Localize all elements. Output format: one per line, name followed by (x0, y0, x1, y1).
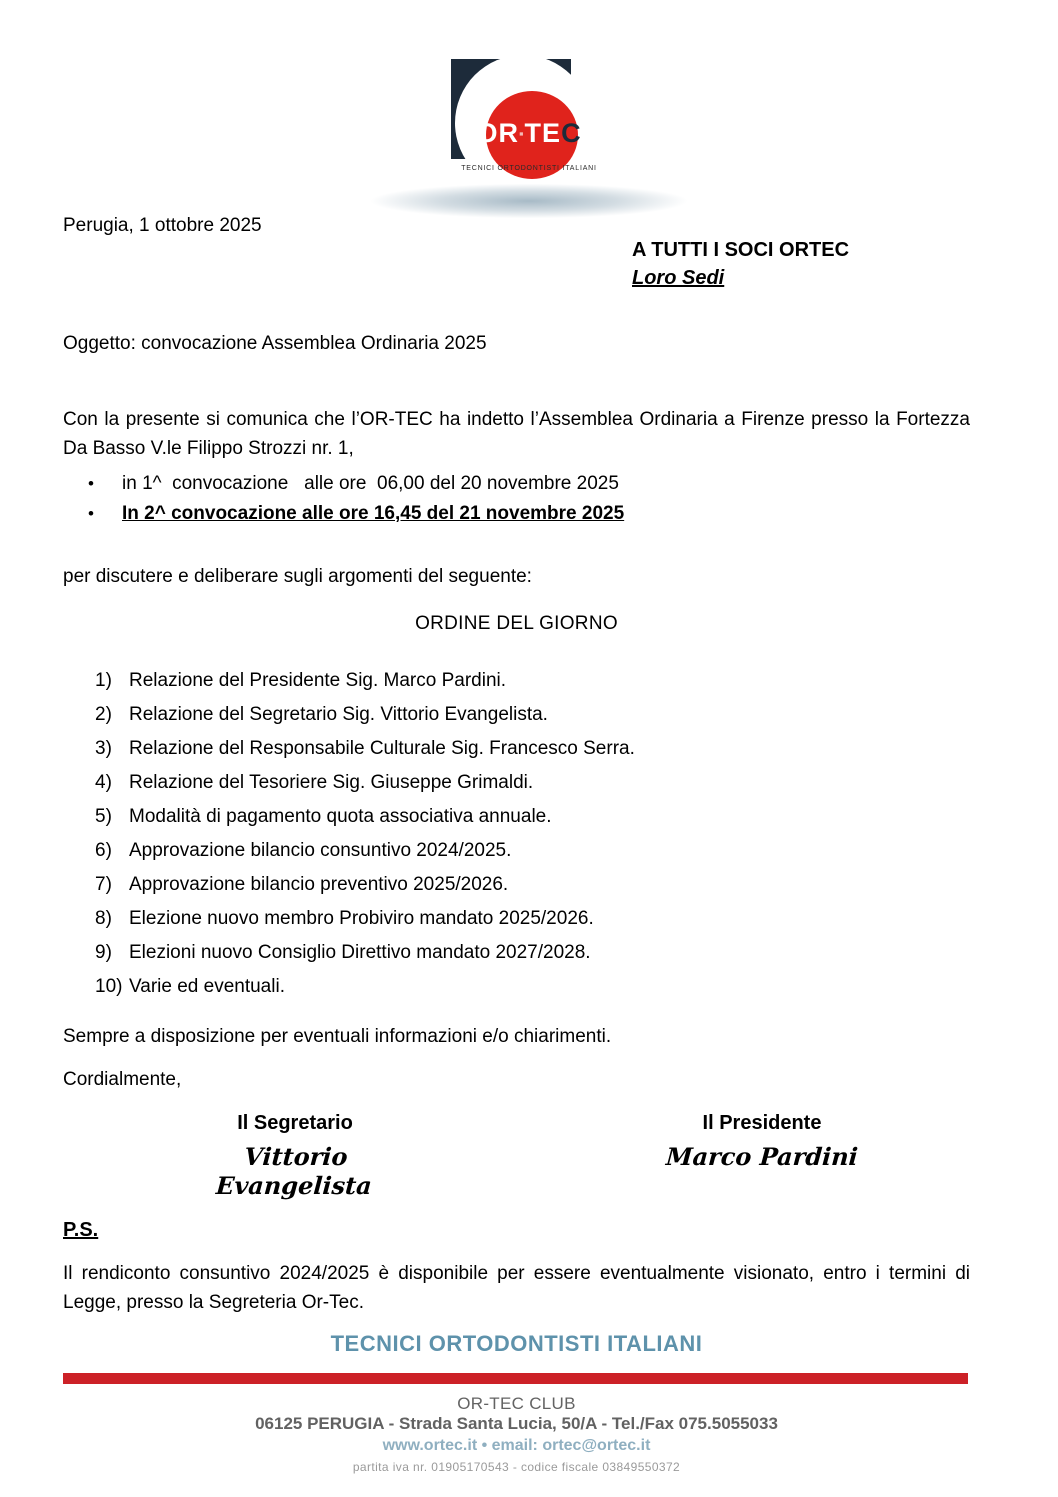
footer-title: TECNICI ORTODONTISTI ITALIANI (330, 1331, 703, 1356)
salutation-line: Cordialmente, (63, 1069, 182, 1090)
logo-wordmark-te: TE (524, 118, 562, 148)
agenda-number: 4) (95, 772, 112, 793)
agenda-list (95, 670, 635, 1010)
bullet-icon: • (88, 504, 94, 523)
agenda-text: Relazione del Presidente Sig. Marco Pardini. (129, 670, 507, 691)
agenda-number: 3) (95, 738, 112, 759)
footer-fiscal-info: partita iva nr. 01905170543 - codice fiscale 03849550372 (352, 1460, 681, 1474)
agenda-item (95, 976, 635, 1010)
agenda-item (95, 908, 635, 942)
agenda-text: Elezioni nuovo Consiglio Direttivo mandato 2027/2028. (129, 942, 591, 963)
ortec-logo (429, 55, 629, 195)
bullet-text-second-call: In 2^ convocazione alle ore 16,45 del 21 novembre 2025 (122, 503, 625, 524)
agenda-item (95, 806, 635, 840)
agenda-number: 9) (95, 942, 112, 963)
agenda-text: Elezione nuovo membro Probiviro mandato 2025/2026. (129, 908, 594, 929)
logo-separator-icon: ▪ (518, 126, 525, 141)
bullet-item-first-call (88, 473, 624, 495)
agenda-number: 10) (95, 976, 123, 997)
agenda-number: 1) (95, 670, 112, 691)
agenda-item (95, 670, 635, 704)
agenda-item (95, 738, 635, 772)
logo-wordmark (429, 118, 629, 149)
footer-address: 06125 PERUGIA - Strada Santa Lucia, 50/A - Tel./Fax 075.5055033 (255, 1414, 778, 1433)
recipient-block (632, 236, 849, 292)
footer-contact-link[interactable]: www.ortec.it • email: ortec@ortec.it (382, 1437, 651, 1454)
agenda-item (95, 942, 635, 976)
date-line: Perugia, 1 ottobre 2025 (63, 215, 262, 236)
footer-org-name: OR-TEC CLUB (457, 1394, 576, 1413)
president-title: Il Presidente (702, 1112, 822, 1134)
secretary-signature: Vittorio Evangelista (215, 1142, 373, 1200)
agenda-text: Relazione del Segretario Sig. Vittorio Evangelista. (129, 704, 548, 725)
agenda-number: 6) (95, 840, 112, 861)
agenda-text: Varie ed eventuali. (129, 976, 285, 997)
agenda-text: Relazione del Tesoriere Sig. Giuseppe Grimaldi. (129, 772, 534, 793)
ps-label: P.S. (63, 1219, 99, 1241)
agenda-number: 8) (95, 908, 112, 929)
bullet-text-first-call: in 1^ convocazione alle ore 06,00 del 20 novembre 2025 (122, 473, 619, 494)
secretary-title: Il Segretario (237, 1112, 353, 1134)
agenda-text: Relazione del Responsabile Culturale Sig. Francesco Serra. (129, 738, 635, 759)
ps-paragraph: Il rendiconto consuntivo 2024/2025 è disponibile per essere eventualmente visionato, entro i termini di Legge, presso la Segreteria Or-Tec. (63, 1263, 970, 1313)
logo-shadow (364, 183, 694, 219)
logo-wordmark-c: C (561, 118, 582, 148)
bullet-item-second-call (88, 503, 624, 525)
agenda-title: ORDINE DEL GIORNO (415, 613, 618, 634)
agenda-text: Approvazione bilancio consuntivo 2024/2025. (129, 840, 512, 861)
agenda-text: Modalità di pagamento quota associativa annuale. (129, 806, 552, 827)
subject-line: Oggetto: convocazione Assemblea Ordinaria 2025 (63, 333, 487, 354)
bullet-icon: • (88, 474, 94, 493)
agenda-item (95, 772, 635, 806)
intro-paragraph: Con la presente si comunica che l’OR-TEC ha indetto l’Assemblea Ordinaria a Firenze presso la Fortezza Da Basso V.le Filippo Strozzi nr. 1, (63, 409, 970, 459)
agenda-item (95, 704, 635, 738)
agenda-number: 5) (95, 806, 112, 827)
agenda-number: 7) (95, 874, 112, 895)
convocation-bullet-list (88, 473, 624, 533)
agenda-item (95, 840, 635, 874)
recipient-location: Loro Sedi (632, 267, 725, 289)
agenda-number: 2) (95, 704, 112, 725)
footer-divider (63, 1373, 968, 1384)
secretary-signature-block (170, 1112, 420, 1200)
agenda-text: Approvazione bilancio preventivo 2025/2026. (129, 874, 509, 895)
president-signature-block (637, 1112, 887, 1171)
logo-wordmark-or: OR (476, 118, 519, 148)
president-signature: Marco Pardini (665, 1142, 859, 1171)
purpose-line: per discutere e deliberare sugli argomenti del seguente: (63, 566, 532, 587)
logo-caption: TECNICI ORTODONTISTI ITALIANI (461, 165, 597, 172)
agenda-item (95, 874, 635, 908)
availability-line: Sempre a disposizione per eventuali informazioni e/o chiarimenti. (63, 1026, 612, 1047)
recipient-line: A TUTTI I SOCI ORTEC (632, 239, 850, 261)
